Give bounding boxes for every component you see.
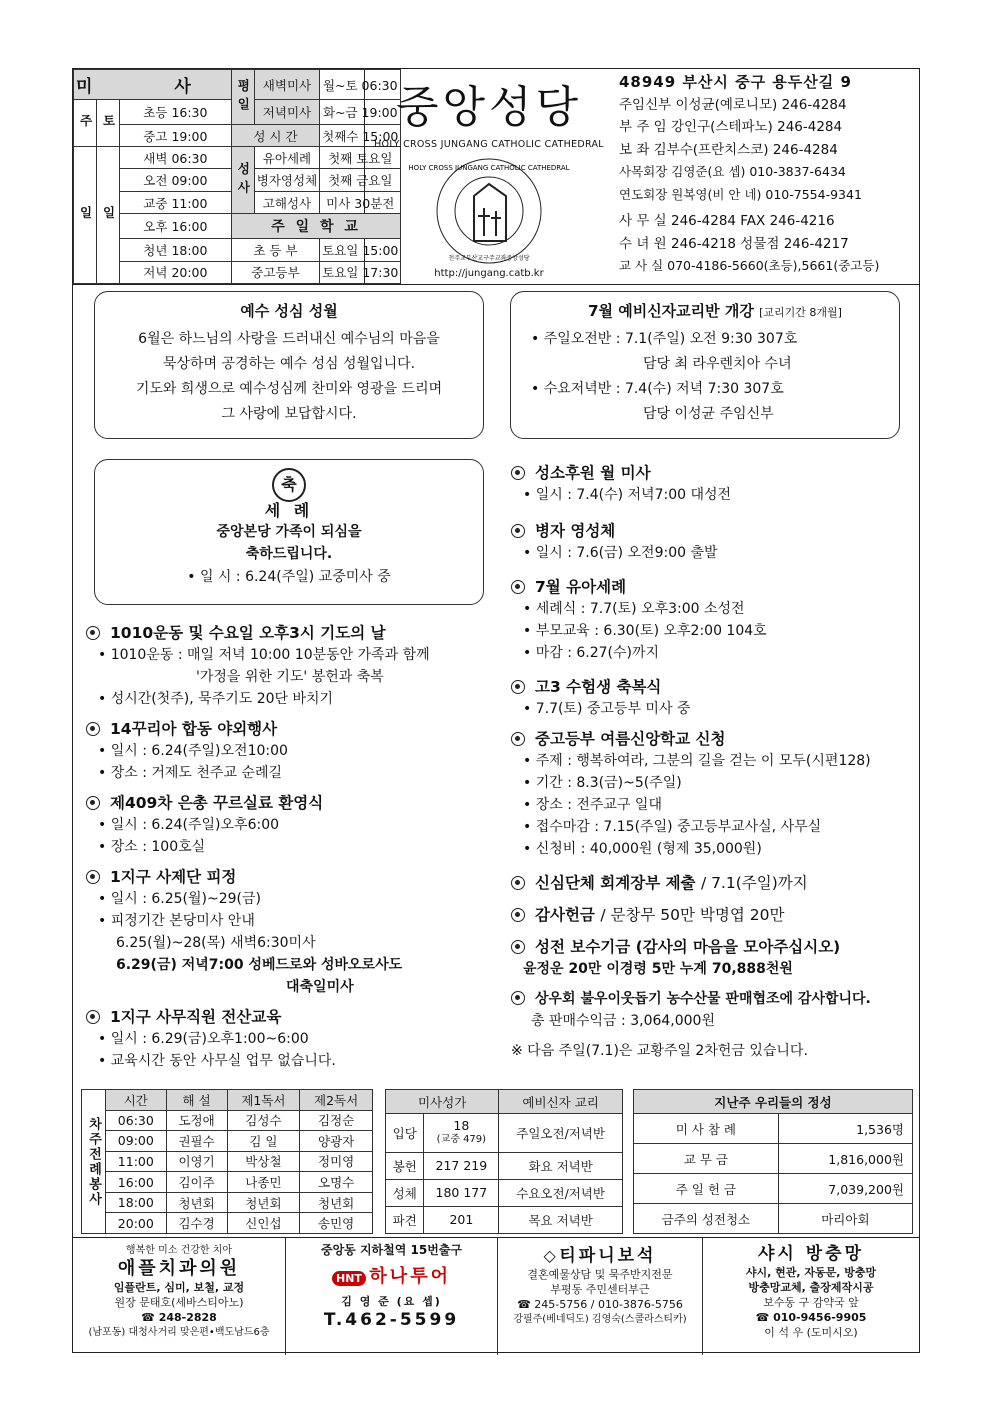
- section-item: 대축일미사: [286, 979, 354, 995]
- header-divider: [73, 284, 919, 285]
- hymn-part: 입당: [386, 1114, 424, 1153]
- box-title: 7월 예비신자교리반 개강: [588, 302, 754, 320]
- catechism-box: [510, 291, 900, 439]
- section-item: • 일시 : 6.24(주일)오후6:00: [98, 817, 280, 833]
- sat-label: 토: [97, 100, 120, 147]
- section-item: 윤정운 20만 이경령 5만 누계 70,888천원: [523, 961, 793, 977]
- section-item: • 장소 : 전주교구 일대: [523, 797, 662, 813]
- church-english-name: HOLY CROSS JUNGANG CATHOLIC CATHEDRAL: [374, 139, 604, 150]
- weekday-label: 평일: [231, 70, 254, 125]
- staff-line: 주임신부 이성균(예로니모) 246-4284: [619, 96, 847, 113]
- section-item: • 장소 : 거제도 천주교 순례길: [98, 765, 282, 781]
- sacrament-time: 미사 30분전: [320, 191, 401, 213]
- duty-cell: 06:30: [106, 1110, 167, 1131]
- ad-line: 방충망교체, 출장제작시공: [748, 1281, 874, 1294]
- hymn-part: 파견: [386, 1206, 424, 1233]
- sunday-row-name: 새벽: [143, 150, 168, 166]
- section-title-text: 고3 수험생 축복식: [535, 678, 662, 696]
- sacrament-name: 유아세례: [254, 147, 319, 169]
- ad-line: 결혼예물상담 및 묵주반지전문: [527, 1268, 673, 1281]
- ad-line: 원장 문태호(세바스티아노): [114, 1296, 244, 1309]
- church-title-block: [369, 69, 609, 284]
- left-announcements: [86, 614, 491, 1072]
- box-line: • 주일오전반 : 7.1(주일) 오전 9:30 307호: [531, 331, 798, 347]
- duty-cell: 정미영: [300, 1151, 373, 1172]
- duty-cell: 김정순: [300, 1110, 373, 1131]
- celebration-badge: 축: [272, 468, 306, 502]
- right-announcements: [511, 454, 921, 1062]
- hymn-part: 성체: [386, 1179, 424, 1206]
- bullet-icon: [511, 580, 525, 594]
- section-title-text: 신심단체 회계장부 제출: [535, 874, 696, 892]
- ad-line: 임플란트, 심미, 보철, 교정: [113, 1281, 245, 1294]
- weekday-mass-time: 화~금 19:00: [320, 100, 401, 125]
- bullet-icon: [86, 626, 100, 640]
- school-row-time: 토요일 15:00: [320, 239, 401, 261]
- section-title: [511, 728, 921, 750]
- catechism-class: 화요 저녁반: [499, 1152, 623, 1179]
- duty-header: 해 설: [166, 1090, 227, 1111]
- sunday-row-time: 09:00: [171, 173, 208, 189]
- section-item: • 일시 : 6.29(금)오후1:00~6:00: [98, 1031, 309, 1047]
- ad-line: ☎ 010-9456-9905: [755, 1311, 867, 1324]
- bullet-icon: [511, 940, 525, 954]
- bullet-icon: [511, 524, 525, 538]
- offering-label: 교 무 금: [634, 1144, 779, 1174]
- staff-line: 부 주 임 강인구(스테파노) 246-4284: [619, 119, 843, 135]
- ad-slogan: 행복한 미소 건강한 치아: [125, 1245, 233, 1256]
- section-title-text: 14꾸리아 합동 야외행사: [110, 720, 278, 738]
- section-title-text: 성소후원 월 미사: [535, 464, 651, 482]
- mass-schedule: [73, 69, 399, 284]
- duty-cell: 청년회: [300, 1192, 373, 1213]
- offering-label: 주 일 헌 금: [634, 1174, 779, 1204]
- bullet-icon: [86, 1010, 100, 1024]
- section-title-text: 7월 유아세례: [535, 578, 627, 596]
- duty-cell: 오명수: [300, 1172, 373, 1193]
- section-item: • 일시 : 7.4(수) 저녁7:00 대성전: [523, 487, 732, 503]
- section-item: 6.29(금) 저녁7:00 성베드로와 성바오로사도: [116, 957, 403, 973]
- sunday-row-name: 교중: [143, 195, 168, 211]
- school-row-name: 초 등 부: [231, 239, 319, 261]
- section-title: [511, 936, 921, 958]
- duty-label: 차주전례봉사: [82, 1090, 106, 1234]
- section-item: • 1010운동 : 매일 저녁 10:00 10분동안 가족과 함께: [98, 647, 430, 663]
- ad-name: 샤시 방충망: [757, 1244, 865, 1264]
- ad-row: [73, 1237, 919, 1354]
- section-title-text: 감사헌금: [535, 906, 595, 924]
- section-item: • 신청비 : 40,000원 (형제 35,000원): [523, 841, 762, 857]
- mass-title: 미 사: [74, 70, 232, 100]
- staff-line: 연도회장 원복영(비 안 네) 010-7554-9341: [619, 186, 862, 202]
- sat-row-name: 초등: [143, 105, 168, 120]
- catechism-class: 수요오전/저녁반: [499, 1179, 623, 1206]
- duty-cell: 도정애: [166, 1110, 227, 1131]
- section-item: • 성시간(첫주), 묵주기도 20단 바치기: [98, 691, 334, 707]
- duty-cell: 09:00: [106, 1131, 167, 1152]
- church-name: 중앙성당: [395, 82, 582, 133]
- section-item: • 부모교육 : 6.30(토) 오후2:00 104호: [523, 623, 767, 639]
- ad-dental: [73, 1238, 286, 1355]
- section-title-text: 병자 영성체: [535, 522, 616, 540]
- sat-row-name: 중고: [143, 128, 168, 144]
- duty-cell: 김성수: [227, 1110, 300, 1131]
- sunday-row-time: 20:00: [171, 265, 208, 281]
- sacrament-time: 첫째 토요일: [320, 147, 401, 169]
- section-item: • 교육시간 동안 사무실 업무 없습니다.: [98, 1053, 336, 1069]
- duty-table: [81, 1089, 373, 1234]
- ad-line: 이 석 우 (도미시오): [764, 1326, 858, 1339]
- weekday-mass-name: 새벽미사: [254, 70, 319, 100]
- sunday-row-time: 16:00: [171, 219, 208, 235]
- section-title-text: 중고등부 여름신앙학교 신청: [535, 730, 726, 748]
- diamond-icon: ◇: [543, 1246, 556, 1265]
- section-title-text: 성전 보수기금 (감사의 마음을 모아주십시오): [535, 938, 841, 956]
- holy-hour-time: 첫째수 15:00: [320, 125, 401, 147]
- ad-line: (남포동) 대청사거리 맞은편•백도남드6층: [88, 1327, 270, 1338]
- duty-header: 제2독서: [300, 1090, 373, 1111]
- section-title: [511, 676, 921, 698]
- hnt-logo-icon: HNT: [332, 1271, 366, 1286]
- school-row-name: 중고등부: [231, 261, 319, 283]
- box-line: 담당 최 라우렌치아 수녀: [643, 356, 792, 372]
- weekday-mass-time: 월~토 06:30: [320, 70, 401, 100]
- sunday-row-name: 청년: [143, 242, 168, 258]
- sacrament-name: 병자영성체: [254, 169, 319, 191]
- box-line: 기도와 희생으로 예수성심께 찬미와 영광을 드리며: [135, 381, 443, 397]
- bullet-icon: [511, 876, 525, 890]
- duty-cell: 나종민: [227, 1172, 300, 1193]
- offering-label: 미 사 참 례: [634, 1114, 779, 1144]
- section-title-text: 1010운동 및 수요일 오후3시 기도의 날: [110, 624, 386, 642]
- ad-line: 보수동 구 감약국 앞: [763, 1296, 859, 1309]
- section-item: • 접수마감 : 7.15(주일) 중고등부교사실, 사무실: [523, 819, 822, 835]
- catechism-class: 주일오전/저녁반: [499, 1114, 623, 1153]
- sat-row-time: 16:30: [171, 105, 208, 120]
- hymn-header: 미사성가: [386, 1090, 499, 1114]
- hymn-number: 180 177: [424, 1179, 499, 1206]
- box-line: 중앙본당 가족이 되심을: [216, 524, 362, 540]
- section-note: / 문창무 50만 박명엽 20만: [600, 906, 785, 924]
- offering-table: [633, 1089, 913, 1234]
- bullet-icon: [511, 991, 525, 1005]
- section-title: [86, 718, 491, 740]
- sacrament-label: 성사: [231, 147, 254, 214]
- duty-cell: 김이주: [166, 1172, 227, 1193]
- phone-line: 수 녀 원 246-4218 성물점 246-4217: [619, 235, 849, 252]
- phone-line: 사 무 실 246-4284 FAX 246-4216: [619, 213, 835, 229]
- offering-value: 7,039,200원: [778, 1174, 912, 1204]
- notice: ※ 다음 주일(7.1)은 교황주일 2차헌금 있습니다.: [511, 1043, 808, 1059]
- duty-cell: 청년회: [166, 1192, 227, 1213]
- section-title: [86, 866, 491, 888]
- section-item: 총 판매수익금 : 3,064,000원: [531, 1013, 715, 1029]
- section-item: • 피정기간 본당미사 안내: [98, 913, 255, 929]
- bulletin-page: [72, 68, 920, 1353]
- bullet-icon: [86, 796, 100, 810]
- sunday-row-name: 저녁: [143, 265, 168, 281]
- hymn-number: 201: [424, 1206, 499, 1233]
- box-line: 묵상하며 공경하는 예수 성심 성월입니다.: [162, 356, 416, 372]
- section-title-text: 제409차 은총 꾸르실료 환영식: [110, 794, 324, 812]
- sunday-row-time: 18:00: [171, 242, 208, 258]
- bullet-icon: [511, 732, 525, 746]
- duty-cell: 박상철: [227, 1151, 300, 1172]
- phone-line: 교 사 실 070-4186-5660(초등),5661(중고등): [619, 258, 880, 273]
- logo-text: HOLY CROSS JUNGANG CATHOLIC CATHEDRAL: [408, 164, 570, 172]
- section-item: '가정을 위한 기도' 봉헌과 축복: [196, 669, 384, 685]
- church-info: [619, 71, 919, 278]
- sunday-row-name: 오후: [143, 219, 168, 235]
- school-title: 주 일 학 교: [231, 214, 401, 239]
- bullet-icon: [511, 680, 525, 694]
- duty-cell: 11:00: [106, 1151, 167, 1172]
- section-title: [511, 576, 921, 598]
- ad-line: ☎ 245-5756 / 010-3876-5756: [517, 1298, 683, 1311]
- duty-cell: 이영기: [166, 1151, 227, 1172]
- church-url[interactable]: http://jungang.catb.kr: [434, 268, 544, 279]
- duty-cell: 16:00: [106, 1172, 167, 1193]
- offering-value: 1,536명: [778, 1114, 912, 1144]
- duty-cell: 송민영: [300, 1213, 373, 1234]
- section-note: / 7.1(주일)까지: [700, 874, 808, 892]
- duty-header: 제1독서: [227, 1090, 300, 1111]
- ad-line: 부평동 주민센터부근: [550, 1283, 650, 1296]
- duty-cell: 18:00: [106, 1192, 167, 1213]
- sacrament-time: 첫째 금요일: [320, 169, 401, 191]
- hymn-table: [385, 1089, 623, 1234]
- ad-name: 티파니보석: [559, 1246, 657, 1266]
- section-item: • 마감 : 6.27(수)까지: [523, 645, 660, 661]
- section-title: [86, 1006, 491, 1028]
- section-title-text: 상우회 불우이웃돕기 농수산물 판매협조에 감사합니다.: [535, 991, 871, 1007]
- ad-line: 샤시, 현관, 자동문, 방충망: [745, 1266, 877, 1279]
- box-title: 세 례: [264, 501, 314, 520]
- section-item: 6.25(월)~28(목) 새벽6:30미사: [116, 935, 316, 951]
- duty-cell: 청년회: [227, 1192, 300, 1213]
- hymn-header: 예비신자 교리: [499, 1090, 623, 1114]
- section-item: • 일시 : 6.25(월)~29(금): [98, 891, 261, 907]
- box-line: 6월은 하느님의 사랑을 드러내신 예수님의 마음을: [138, 331, 440, 347]
- duty-cell: 김 일: [227, 1131, 300, 1152]
- ad-line: ☎ 248-2828: [141, 1311, 217, 1324]
- offering-value: 마리아회: [778, 1204, 912, 1234]
- section-title: [511, 988, 921, 1010]
- hymn-number: 217 219: [424, 1152, 499, 1179]
- box-line: • 수요저녁반 : 7.4(수) 저녁 7:30 307호: [531, 381, 784, 397]
- duty-header: 시간: [106, 1090, 167, 1111]
- duty-cell: 20:00: [106, 1213, 167, 1234]
- box-line: 담당 이성균 주임신부: [643, 406, 774, 422]
- ad-slogan: 중앙동 지하철역 15번출구: [321, 1243, 462, 1257]
- hymn-note: (교중 479): [436, 1133, 487, 1145]
- section-title: [86, 792, 491, 814]
- section-title: [511, 462, 921, 484]
- section-item: • 세례식 : 7.7(토) 오후3:00 소성전: [523, 601, 745, 617]
- sunday-row-name: 오전: [143, 173, 168, 189]
- ad-line: 강필주(베네딕도) 김영숙(스콜라스티카): [513, 1314, 687, 1325]
- section-item: • 일시 : 7.6(금) 오전9:00 출발: [523, 545, 718, 561]
- logo-text-kr: 천주교부산교구주교좌중앙성당: [448, 255, 530, 262]
- bullet-icon: [86, 870, 100, 884]
- sunday-sub: 일: [97, 147, 120, 284]
- sunday-label: 주: [74, 100, 97, 147]
- ad-jewelry: [498, 1238, 703, 1355]
- section-title: [86, 622, 491, 644]
- ad-name: 애플치과의원: [117, 1258, 241, 1279]
- catechism-class: 목요 저녁반: [499, 1206, 623, 1233]
- duty-cell: 신인섭: [227, 1213, 300, 1234]
- weekday-mass-name: 저녁미사: [254, 100, 319, 125]
- section-item: • 일시 : 6.24(주일)오전10:00: [98, 743, 288, 759]
- box-title: 예수 성심 성월: [240, 302, 338, 320]
- ad-name: 하나투어: [369, 1266, 451, 1287]
- sunday-side: 일: [74, 147, 97, 284]
- section-title: [511, 520, 921, 542]
- ad-window: [703, 1238, 919, 1355]
- section-title: [511, 872, 921, 894]
- duty-cell: 김수경: [166, 1213, 227, 1234]
- cathedral-logo: [408, 156, 570, 266]
- bullet-icon: [511, 908, 525, 922]
- box-title-note: [교리기간 8개월]: [759, 306, 842, 319]
- box-line: 축하드립니다.: [245, 546, 333, 562]
- offering-title: 지난주 우리들의 정성: [634, 1090, 913, 1114]
- ad-phone: T.462-5599: [323, 1310, 460, 1330]
- section-title-text: 1지구 사무직원 전산교육: [110, 1008, 282, 1026]
- sacrament-name: 고해성사: [254, 191, 319, 213]
- duty-cell: 양광자: [300, 1131, 373, 1152]
- section-title-text: 1지구 사제단 피정: [110, 868, 237, 886]
- ad-travel: [286, 1238, 498, 1355]
- section-item: • 7.7(토) 중고등부 미사 중: [523, 701, 691, 717]
- sacred-heart-box: [94, 291, 484, 439]
- bullet-icon: [511, 466, 525, 480]
- section-item: • 기간 : 8.3(금)~5(주일): [523, 775, 682, 791]
- ad-line: 김 영 준 (요 셉): [341, 1295, 442, 1308]
- staff-line: 사목회장 김영준(요 셉) 010-3837-6434: [619, 164, 846, 179]
- bullet-icon: [86, 722, 100, 736]
- sunday-row-time: 06:30: [171, 150, 208, 166]
- section-item: • 장소 : 100호실: [98, 839, 206, 855]
- church-address: 48949 부산시 중구 용두산길 9: [619, 73, 852, 91]
- duty-cell: 권필수: [166, 1131, 227, 1152]
- holy-hour-label: 성 시 간: [231, 125, 319, 147]
- school-row-time: 토요일 17:30: [320, 261, 401, 283]
- staff-line: 보 좌 김부수(프란치스코) 246-4284: [619, 141, 838, 158]
- section-item: • 주제 : 행복하여라, 그분의 길을 걷는 이 모두(시편128): [523, 753, 871, 769]
- baptism-box: [94, 459, 484, 605]
- box-line: 그 사랑에 보답합시다.: [221, 406, 357, 422]
- hymn-number: 18: [453, 1117, 470, 1133]
- hymn-part: 봉헌: [386, 1152, 424, 1179]
- offering-label: 금주의 성전청소: [634, 1204, 779, 1234]
- box-line: • 일 시 : 6.24(주일) 교중미사 중: [187, 569, 391, 585]
- offering-value: 1,816,000원: [778, 1144, 912, 1174]
- sat-row-time: 19:00: [171, 128, 208, 144]
- sunday-row-time: 11:00: [171, 195, 208, 211]
- section-title: [511, 904, 921, 926]
